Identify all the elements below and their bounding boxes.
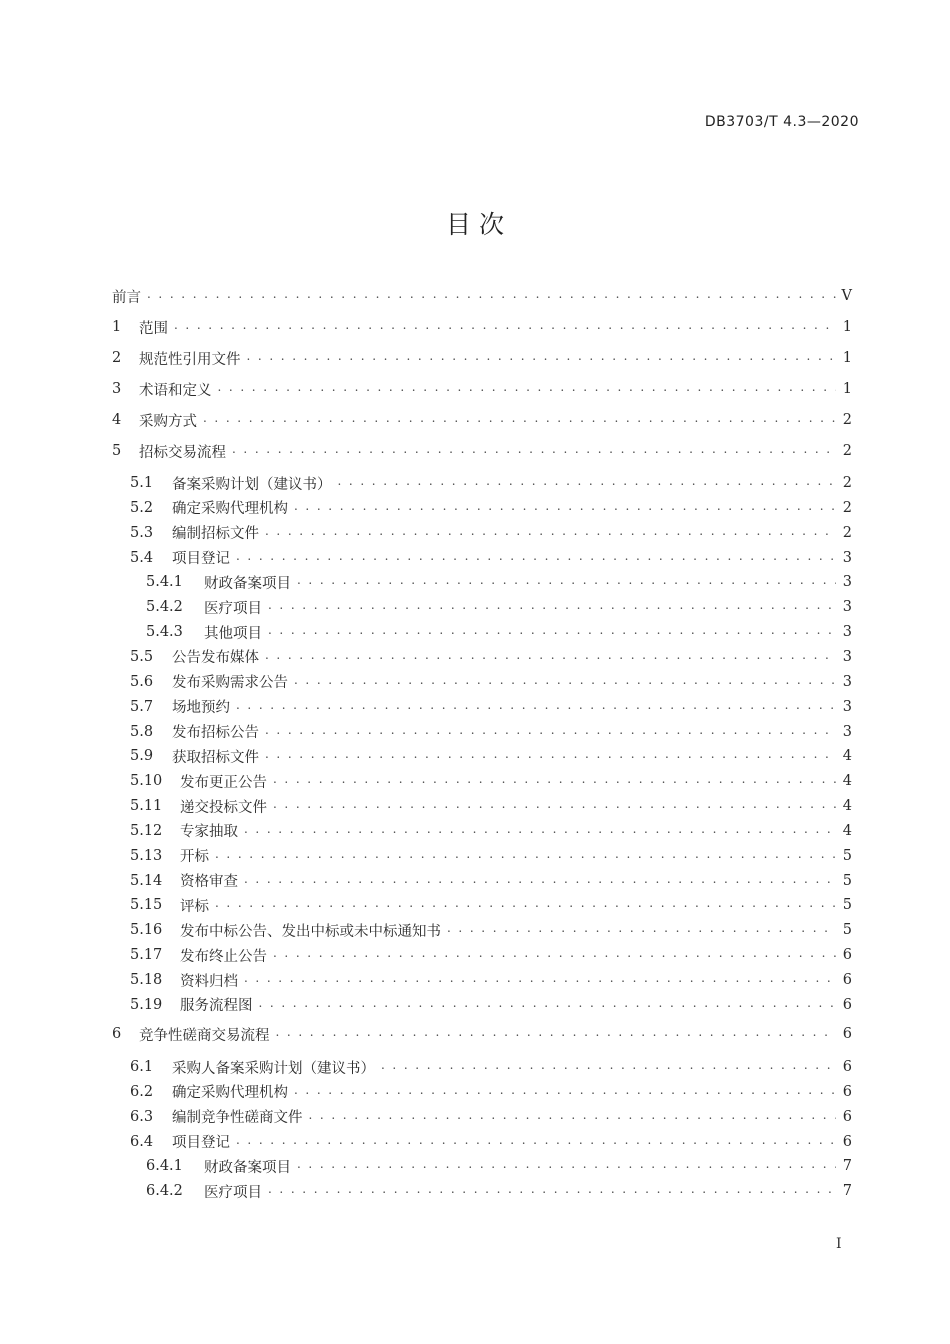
toc-entry[interactable] (130, 770, 852, 792)
toc-entry[interactable] (112, 440, 852, 462)
toc-entry-number: 5.5 (130, 648, 154, 665)
toc-entry-title: 发布采购需求公告 (172, 675, 288, 692)
toc-entry-page: 5 (842, 897, 852, 914)
toc-entry-number: 5.12 (130, 822, 163, 839)
toc-entry-page: 3 (842, 723, 852, 740)
toc-leader-dots (268, 1182, 836, 1200)
toc-entry-title: 专家抽取 (180, 824, 238, 841)
toc-entry-title: 规范性引用文件 (139, 351, 241, 368)
toc-leader-dots (203, 411, 836, 429)
toc-entry-page: 1 (842, 319, 852, 335)
toc-entry[interactable] (112, 285, 852, 307)
toc-entry-page: 5 (842, 922, 852, 939)
toc-entry[interactable] (130, 721, 852, 743)
toc-entry-page: 3 (842, 574, 852, 591)
toc-entry-title: 范围 (139, 320, 168, 337)
toc-entry-page: 1 (842, 381, 852, 397)
toc-entry-number: 5.4 (130, 549, 154, 566)
toc-entry-page: 2 (842, 475, 852, 491)
toc-entry-number: 4 (112, 412, 122, 428)
toc-entry-page: 3 (842, 624, 852, 641)
toc-entry[interactable] (130, 646, 852, 668)
toc-entry-page: 6 (842, 1108, 852, 1125)
toc-leader-dots (268, 623, 836, 641)
toc-leader-dots (268, 598, 836, 616)
toc-entry-number: 5.18 (130, 972, 163, 988)
toc-entry-page: 6 (842, 1133, 852, 1150)
toc-entry-number: 5.11 (130, 798, 163, 815)
toc-entry-number: 5.16 (130, 922, 163, 939)
toc-entry[interactable] (130, 1106, 852, 1128)
toc-entry-number: 5.4.2 (146, 599, 183, 616)
toc-entry-number: 5.14 (130, 872, 163, 889)
toc-entry-page: 1 (842, 350, 852, 366)
toc-entry-number: 5.10 (130, 773, 163, 790)
toc-entry-page: 6 (842, 996, 852, 1013)
toc-entry-page: 2 (842, 524, 852, 541)
toc-entry[interactable] (130, 696, 852, 718)
toc-leader-dots (236, 549, 836, 567)
toc-entry-title: 项目登记 (172, 551, 230, 568)
toc-leader-dots (381, 1058, 836, 1076)
toc-leader-dots (147, 287, 836, 305)
toc-entry-page: 6 (842, 947, 852, 964)
toc-entry-number: 6.3 (130, 1108, 154, 1125)
toc-leader-dots (244, 971, 836, 989)
toc-entry-title: 发布更正公告 (180, 774, 267, 791)
toc-entry-number: 5.13 (130, 847, 163, 864)
toc-entry-title: 其他项目 (204, 625, 262, 642)
toc-entry-number: 5.9 (130, 748, 154, 765)
toc-entry-number: 5.8 (130, 723, 154, 740)
toc-entry-title: 采购人备案采购计划（建议书） (172, 1060, 375, 1077)
toc-entry-number: 5.4.1 (146, 574, 183, 591)
toc-leader-dots (265, 747, 836, 765)
toc-leader-dots (447, 921, 836, 939)
toc-entry-page: 3 (842, 549, 852, 566)
toc-leader-dots (294, 499, 836, 517)
toc-leader-dots (297, 1157, 836, 1175)
toc-entry-number: 5.4.3 (146, 624, 183, 641)
toc-entry[interactable] (130, 845, 852, 867)
toc-entry-title: 发布招标公告 (172, 725, 259, 741)
toc-leader-dots (215, 847, 836, 865)
toc-entry[interactable] (130, 994, 852, 1016)
toc-entry[interactable] (130, 497, 852, 519)
page-title: 目 次 (446, 210, 504, 239)
toc-entry-page: 4 (842, 822, 852, 839)
toc-entry-page: 5 (842, 872, 852, 889)
toc-entry-page: 4 (842, 773, 852, 790)
toc-entry-number: 2 (112, 350, 122, 366)
toc-leader-dots (259, 996, 837, 1014)
toc-entry[interactable] (146, 571, 852, 593)
toc-entry-title: 编制竞争性磋商文件 (172, 1110, 303, 1127)
toc-entry-title: 获取招标文件 (172, 749, 259, 766)
toc-entry-title: 资料归档 (180, 973, 238, 990)
toc-entry[interactable] (130, 894, 852, 916)
toc-entry[interactable] (130, 919, 852, 941)
toc-leader-dots (265, 648, 836, 666)
toc-entry[interactable] (130, 870, 852, 892)
toc-leader-dots (232, 442, 836, 460)
toc-entry-page: 6 (842, 972, 852, 988)
toc-entry-title: 确定采购代理机构 (172, 1085, 288, 1102)
toc-entry-page: 2 (842, 443, 852, 459)
toc-entry-title: 采购方式 (139, 413, 197, 430)
toc-entry-page: 3 (842, 599, 852, 616)
toc-entry[interactable] (112, 1023, 852, 1045)
toc-entry-page: 7 (842, 1183, 852, 1200)
toc-entry-title: 竞争性磋商交易流程 (139, 1027, 270, 1044)
toc-leader-dots (265, 524, 836, 542)
toc-entry-title: 确定采购代理机构 (172, 501, 288, 518)
toc-entry-number: 6.2 (130, 1083, 154, 1100)
toc-entry-number: 5.7 (130, 698, 154, 715)
document-id: DB3703/T 4.3—2020 (704, 114, 859, 130)
toc-entry-number: 5.1 (130, 475, 154, 491)
toc-entry-page: 3 (842, 648, 852, 665)
toc-entry-page: 5 (842, 847, 852, 864)
toc-entry-title: 场地预约 (172, 700, 230, 717)
toc-leader-dots (309, 1108, 837, 1126)
toc-entry[interactable] (130, 1131, 852, 1153)
toc-leader-dots (218, 380, 837, 398)
toc-entry-number: 6.4.1 (146, 1158, 183, 1175)
toc-entry[interactable] (130, 671, 852, 693)
toc-leader-dots (247, 349, 837, 367)
toc-leader-dots (215, 896, 836, 914)
toc-entry[interactable] (146, 596, 852, 618)
toc-entry[interactable] (130, 745, 852, 767)
toc-entry-page: V (841, 288, 852, 304)
toc-entry-page: 7 (842, 1158, 852, 1175)
toc-entry-number: 5.19 (130, 996, 163, 1013)
toc-entry-page: 4 (842, 748, 852, 765)
toc-entry-title: 服务流程图 (180, 998, 253, 1015)
toc-entry-title: 递交投标文件 (180, 799, 267, 816)
toc-entry-page: 6 (842, 1026, 852, 1042)
toc-entry[interactable] (112, 378, 852, 400)
toc-entry-page: 3 (842, 673, 852, 690)
toc-entry[interactable] (130, 1081, 852, 1103)
toc-entry-title: 医疗项目 (204, 1184, 262, 1201)
toc-leader-dots (244, 872, 836, 890)
toc-entry-number: 5.17 (130, 947, 163, 964)
toc-leader-dots (273, 772, 836, 790)
toc-leader-dots (294, 1083, 836, 1101)
toc-entry[interactable] (130, 820, 852, 842)
toc-entry[interactable] (130, 472, 852, 494)
toc-leader-dots (273, 797, 836, 815)
toc-leader-dots (244, 822, 836, 840)
toc-entry-number: 1 (112, 319, 122, 335)
toc-entry-title: 评标 (180, 898, 209, 915)
toc-leader-dots (236, 1133, 836, 1151)
toc-entry-title: 发布终止公告 (180, 948, 267, 965)
toc-leader-dots (338, 474, 837, 492)
toc-entry-title: 编制招标文件 (172, 526, 259, 543)
toc-entry-page: 3 (842, 698, 852, 715)
toc-entry-page: 6 (842, 1083, 852, 1100)
toc-entry-title: 开标 (180, 849, 209, 866)
toc-leader-dots (297, 573, 836, 591)
toc-leader-dots (174, 318, 836, 336)
toc-entry[interactable] (130, 522, 852, 544)
toc-entry-page: 6 (842, 1059, 852, 1075)
toc-entry-page: 2 (842, 499, 852, 516)
toc-entry-title: 前言 (112, 289, 141, 306)
toc-leader-dots (294, 673, 836, 691)
toc-entry-title: 财政备案项目 (204, 575, 291, 592)
toc-leader-dots (276, 1025, 837, 1043)
toc-entry[interactable] (112, 316, 852, 338)
toc-entry-title: 资格审查 (180, 874, 238, 891)
toc-entry-title: 公告发布媒体 (172, 650, 259, 667)
toc-entry[interactable] (112, 347, 852, 369)
toc-entry[interactable] (146, 1155, 852, 1177)
toc-entry-number: 5.2 (130, 499, 154, 516)
toc-entry[interactable] (112, 409, 852, 431)
page-number: I (836, 1236, 842, 1252)
toc-entry-number: 5.15 (130, 897, 163, 914)
toc-entry-title: 发布中标公告、发出中标或未中标通知书 (180, 923, 441, 940)
toc-entry-title: 项目登记 (172, 1135, 230, 1152)
toc-entry-number: 5 (112, 443, 122, 459)
toc-entry-title: 医疗项目 (204, 600, 262, 617)
toc-leader-dots (236, 698, 836, 716)
toc-leader-dots (265, 723, 836, 741)
toc-entry-page: 4 (842, 798, 852, 815)
toc-entry-number: 5.3 (130, 524, 154, 541)
toc-entry-number: 6.4 (130, 1133, 154, 1150)
toc-entry-number: 3 (112, 381, 122, 397)
toc-entry[interactable] (130, 795, 852, 817)
toc-entry-number: 6 (112, 1026, 122, 1042)
toc-entry[interactable] (130, 1056, 852, 1078)
toc-entry[interactable] (130, 944, 852, 966)
toc-entry-title: 招标交易流程 (139, 444, 226, 461)
toc-entry[interactable] (146, 1180, 852, 1202)
toc-leader-dots (273, 946, 836, 964)
toc-entry-number: 6.1 (130, 1059, 154, 1075)
toc-entry-title: 备案采购计划（建议书） (172, 476, 332, 493)
toc-entry[interactable] (130, 547, 852, 569)
toc-entry-number: 6.4.2 (146, 1183, 183, 1200)
toc-entry[interactable] (130, 969, 852, 991)
toc-entry-title: 财政备案项目 (204, 1159, 291, 1176)
toc-entry-title: 术语和定义 (139, 382, 212, 399)
toc-entry-page: 2 (842, 412, 852, 428)
toc-entry[interactable] (146, 621, 852, 643)
toc-entry-number: 5.6 (130, 673, 154, 690)
